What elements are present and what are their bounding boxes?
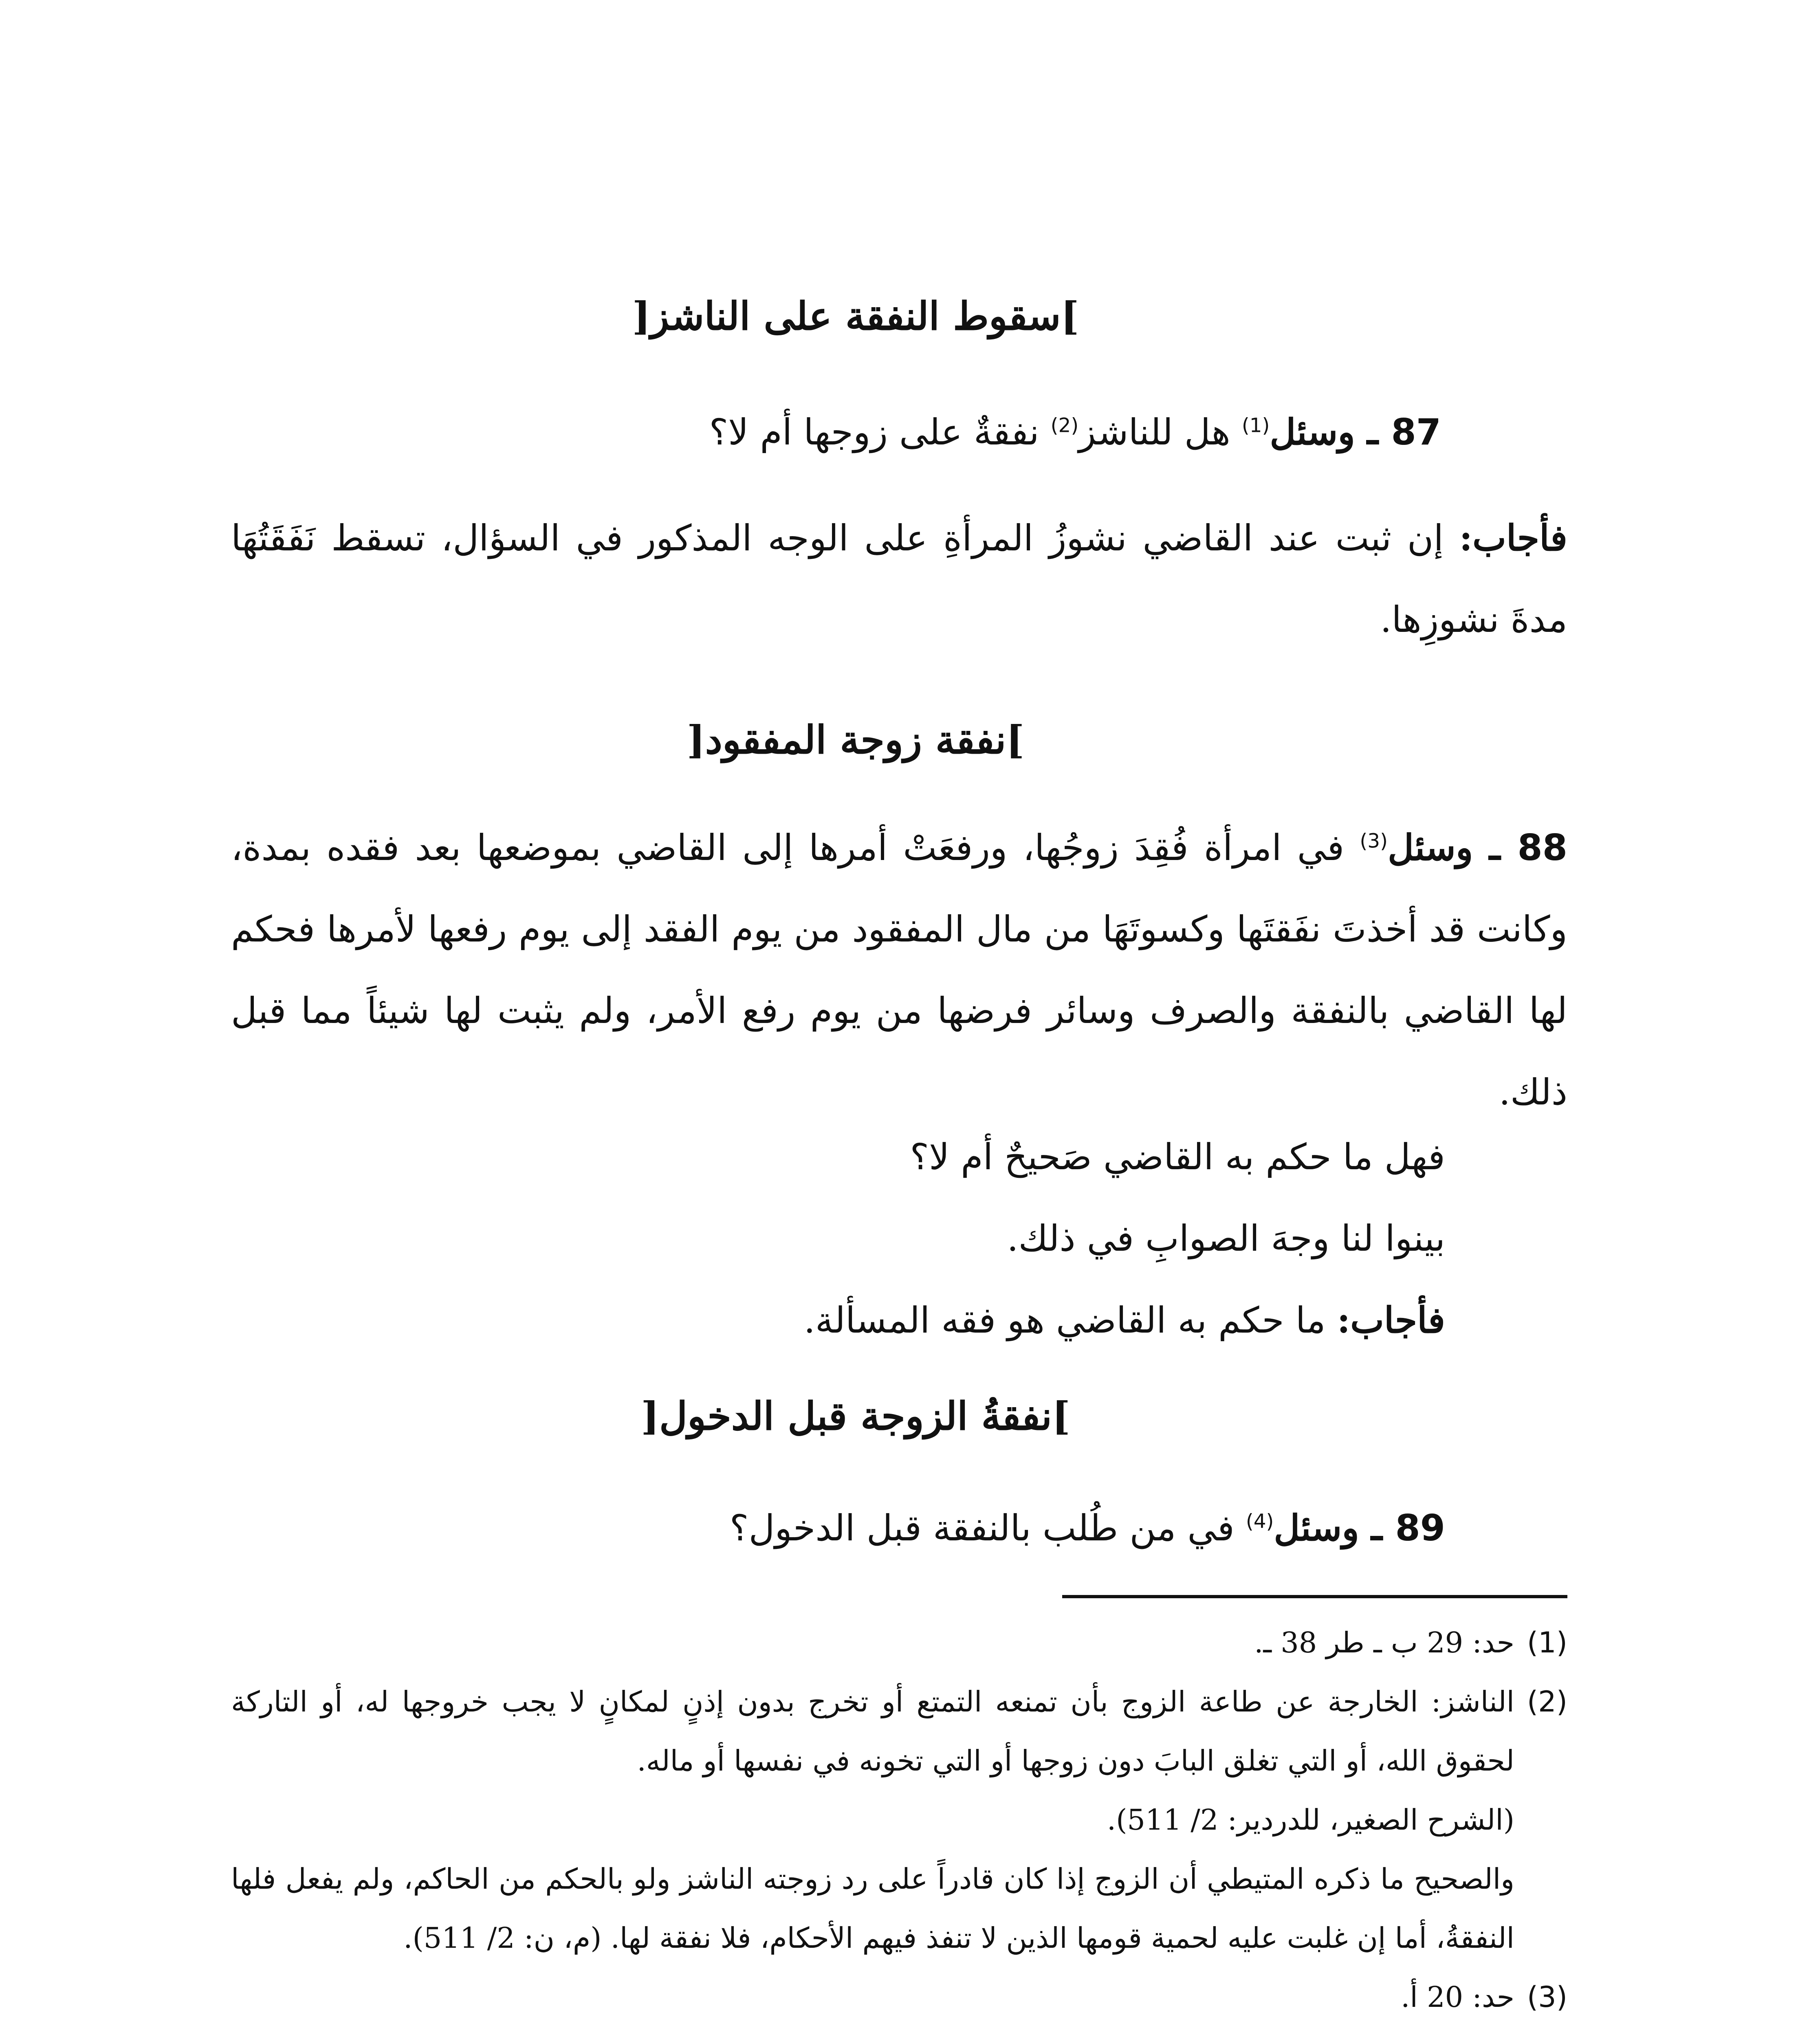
- question-lead: وسئل: [1270, 411, 1355, 453]
- question-89: [231, 1487, 1445, 1569]
- section-heading: ]نفقةُ الزوجة قبل الدخول[: [641, 1394, 1070, 1439]
- footnote-number: (2): [1527, 1685, 1567, 1718]
- footnote-text: والصحيح ما ذكره المتيطي أن الزوج إذا كان قادراً على رد زوجته الناشز ولو بالحكم من الحاكم، ولم يفعل فلها النفقةُ، أما إن غلبت عليه لحمية قومها الذين لا تنفذ فيهم الأحكام، فلا نفقة لها. (م، ن: 2/ 511).: [231, 1862, 1514, 1955]
- answer-text: إن ثبت عند القاضي نشوزُ المرأةِ على الوجه المذكور في السؤال، تسقط نَفَقَتُهَا مدةَ نشوزِها.: [231, 517, 1567, 640]
- answer-88: [231, 1279, 1445, 1361]
- question-number: 87 ـ: [1366, 411, 1441, 453]
- footnote-ref: (1): [1241, 414, 1270, 437]
- question-text: هل للناشز: [1078, 411, 1230, 453]
- footnote-ref: (2): [1050, 414, 1079, 437]
- text-line: بينوا لنا وجهَ الصوابِ في ذلك.: [1007, 1217, 1445, 1259]
- footnote: [231, 1672, 1567, 1968]
- footnote-text: حد: 20 أ.: [1401, 1980, 1514, 2014]
- footnote-number: [1514, 2027, 1567, 2037]
- question-number: 88 ـ: [1488, 827, 1567, 869]
- footnote: [231, 1968, 1567, 2027]
- footnote-number: (1): [1527, 1626, 1567, 1659]
- question-text: في امرأة فُقِدَ زوجُها، ورفعَتْ أمرها إلى القاضي بموضعها بعد فقده بمدة، وكانت قد أخذتَ نفَقتَها وكسوتَهَا من مال المفقود من يوم الفقد إلى يوم رفعها لأمرها فحكم لها القاضي بالنفقة والصرف وسائر فرضها من يوم رفع الأمر، ولم يثبت لها شيئاً مما قبل ذلك.: [231, 827, 1567, 1113]
- answer-text: ما حكم به القاضي هو فقه المسألة.: [803, 1299, 1326, 1341]
- answer-87: [231, 497, 1567, 660]
- question-number: 89 ـ: [1370, 1507, 1445, 1549]
- footnote-separator: [1062, 1595, 1567, 1598]
- footnote-number: (3): [1527, 1980, 1567, 2014]
- question-lead: وسئل: [1274, 1507, 1359, 1549]
- footnote-text: حد: 29 ب ـ طر 38 ـ.: [1254, 1626, 1514, 1659]
- section-heading: ]سقوط النفقة على الناشز[: [632, 294, 1079, 339]
- footnote-text: [231, 2027, 1514, 2037]
- section-heading: ]نفقة زوجة المفقود[: [687, 717, 1025, 763]
- footnote-ref: (3): [1360, 829, 1388, 853]
- question-87: [219, 391, 1441, 473]
- answer-label: فأجاب:: [1337, 1299, 1445, 1341]
- footnote: [231, 1613, 1567, 1672]
- text-line: فهل ما حكم به القاضي صَحيحٌ أم لا؟: [910, 1136, 1445, 1178]
- footnote: [231, 2027, 1567, 2037]
- footnote-ref: (4): [1246, 1510, 1274, 1533]
- question-88: [231, 807, 1567, 1133]
- footnote-text: (الشرح الصغير، للدردير: 2/ 511).: [1107, 1803, 1514, 1837]
- footnote-text: الناشز: الخارجة عن طاعة الزوج بأن تمنعه التمتع أو تخرج بدون إذنٍ لمكانٍ لا يجب خروجها له، أو التاركة لحقوق الله، أو التي تغلق البابَ دون زوجها أو التي تخونه في نفسها أو ماله.: [231, 1685, 1514, 1777]
- question-lead: وسئل: [1387, 826, 1473, 869]
- answer-label: فأجاب:: [1459, 517, 1567, 559]
- question-88-followup: [231, 1116, 1445, 1361]
- question-text: نفقةٌ على زوجها أم لا؟: [709, 411, 1039, 453]
- footnotes: [231, 1613, 1567, 2037]
- question-text: في من طُلب بالنفقة قبل الدخول؟: [729, 1507, 1235, 1549]
